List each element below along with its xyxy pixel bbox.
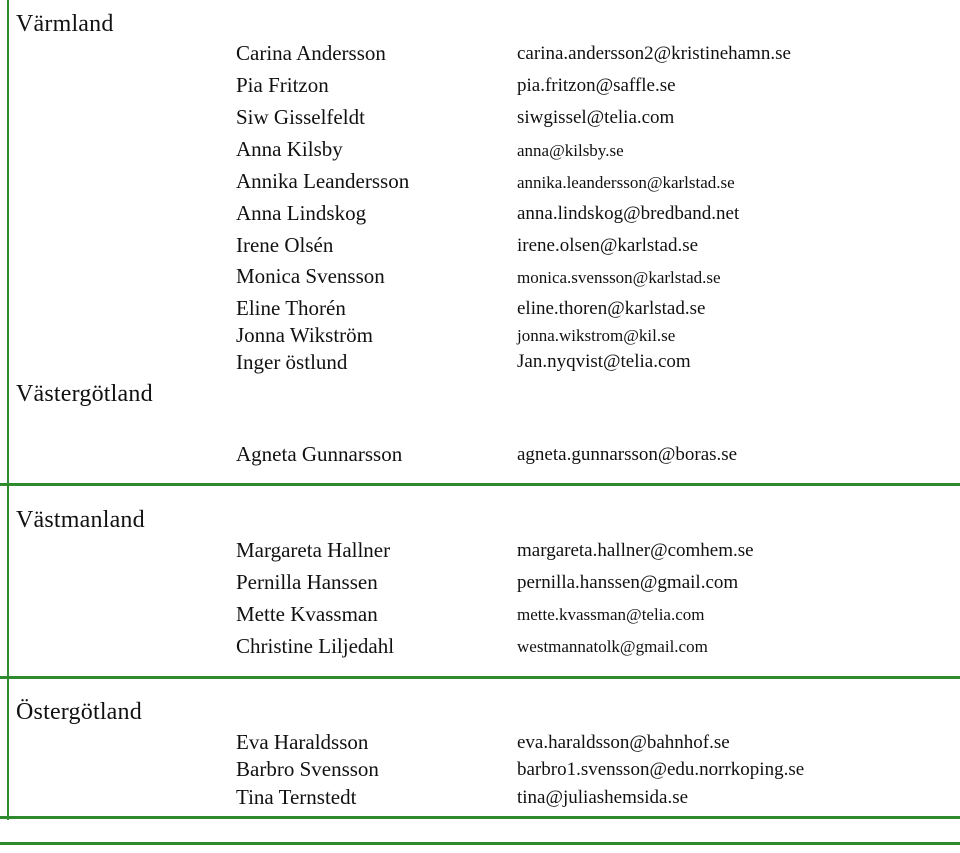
contact-name: Annika Leandersson <box>236 169 410 193</box>
contact-name: Monica Svensson <box>236 264 385 288</box>
contact-email: Jan.nyqvist@telia.com <box>517 351 691 372</box>
contact-email: annika.leandersson@karlstad.se <box>517 173 735 192</box>
contact-name: Agneta Gunnarsson <box>236 442 403 466</box>
contact-name: Inger östlund <box>236 350 348 374</box>
region-heading-varmland: Värmland <box>16 11 114 37</box>
contact-email: pia.fritzon@saffle.se <box>517 75 676 96</box>
contact-email: margareta.hallner@comhem.se <box>517 540 754 561</box>
contact-email: anna.lindskog@bredband.net <box>517 203 740 224</box>
contact-name: Tina Ternstedt <box>236 785 357 809</box>
section-divider <box>0 676 960 679</box>
contact-name: Eline Thorén <box>236 296 346 320</box>
contact-name: Siw Gisselfeldt <box>236 105 365 129</box>
contact-email: eva.haraldsson@bahnhof.se <box>517 732 730 753</box>
contact-email: barbro1.svensson@edu.norrkoping.se <box>517 759 805 780</box>
region-heading-vastergotland: Västergötland <box>16 381 153 407</box>
contact-name: Anna Kilsby <box>236 137 343 161</box>
contact-name: Mette Kvassman <box>236 602 378 626</box>
section-divider <box>0 816 960 819</box>
contact-email: pernilla.hanssen@gmail.com <box>517 572 739 593</box>
contact-email: jonna.wikstrom@kil.se <box>517 326 676 345</box>
contact-name: Pernilla Hanssen <box>236 570 378 594</box>
contact-name: Christine Liljedahl <box>236 634 395 658</box>
contact-name: Pia Fritzon <box>236 73 329 97</box>
contact-email: tina@juliashemsida.se <box>517 787 689 808</box>
contact-name: Carina Andersson <box>236 41 386 65</box>
region-heading-ostergotland: Östergötland <box>16 699 142 725</box>
bottom-rule <box>0 842 960 845</box>
section-divider <box>0 483 960 486</box>
region-heading-vastmanland: Västmanland <box>16 507 145 533</box>
contact-email: mette.kvassman@telia.com <box>517 605 705 624</box>
contact-email: siwgissel@telia.com <box>517 107 675 128</box>
contact-email: westmannatolk@gmail.com <box>517 637 708 656</box>
contact-name: Jonna Wikström <box>236 323 374 347</box>
contact-name: Barbro Svensson <box>236 757 379 781</box>
contact-email: monica.svensson@karlstad.se <box>517 268 721 287</box>
contact-email: irene.olsen@karlstad.se <box>517 235 699 256</box>
contact-name: Anna Lindskog <box>236 201 367 225</box>
contact-name: Eva Haraldsson <box>236 730 369 754</box>
contact-name: Margareta Hallner <box>236 538 391 562</box>
left-border-line <box>7 0 9 820</box>
contact-email: agneta.gunnarsson@boras.se <box>517 444 738 465</box>
contact-email: carina.andersson2@kristinehamn.se <box>517 43 791 64</box>
contact-email: eline.thoren@karlstad.se <box>517 298 706 319</box>
contact-email: anna@kilsby.se <box>517 141 624 160</box>
contact-name: Irene Olsén <box>236 233 334 257</box>
